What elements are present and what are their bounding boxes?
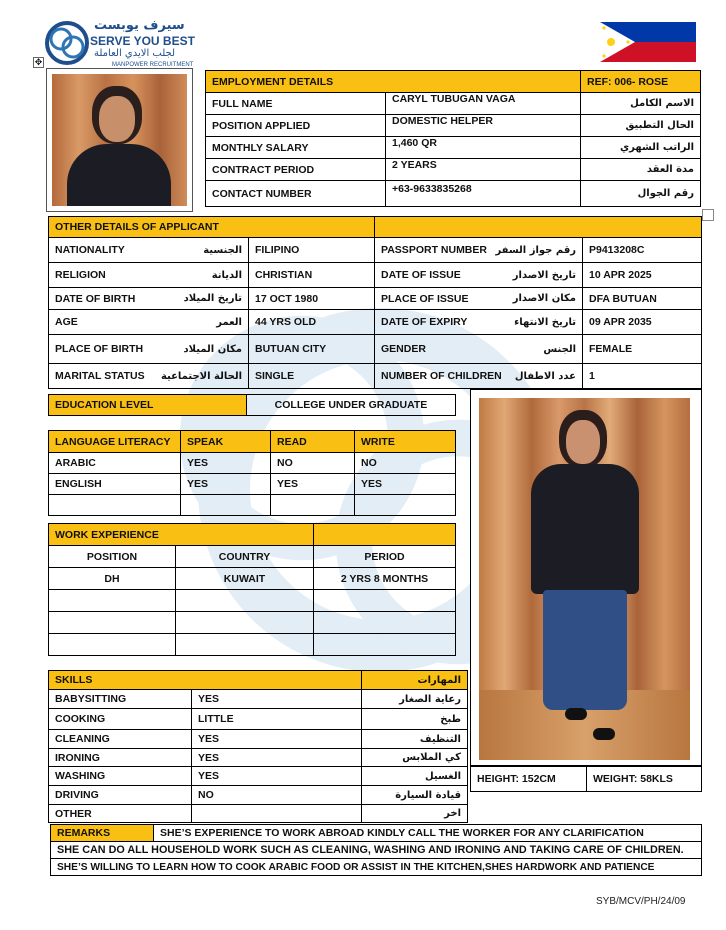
work-experience-title-blank: [314, 524, 456, 546]
table-row: [49, 730, 468, 749]
education-value: COLLEGE UNDER GRADUATE: [247, 395, 456, 416]
work-position: [49, 634, 176, 656]
place-of-issue-arabic: مكان الاصدار: [512, 293, 576, 304]
portrait-photo: [52, 74, 187, 206]
skills-table: [48, 670, 468, 823]
number-of-children-arabic: عدد الاطفال: [514, 370, 576, 382]
company-logo: [40, 18, 200, 70]
date-of-expiry-value: 09 APR 2035: [583, 310, 702, 335]
contact-number-arabic: رقم الجوال: [581, 181, 701, 207]
passport-number-label: PASSPORT NUMBER: [381, 244, 487, 256]
table-row: [49, 805, 468, 823]
work-country: KUWAIT: [176, 568, 314, 590]
read-value: [271, 495, 355, 516]
work-position: [49, 590, 176, 612]
skill-arabic: اخر: [362, 805, 468, 823]
nationality-arabic: الجنسية: [203, 244, 242, 256]
skill-value: [192, 805, 362, 823]
speak-value: YES: [181, 474, 271, 495]
skill-name: CLEANING: [49, 730, 192, 749]
height-value: HEIGHT: 152CM: [471, 767, 587, 792]
date-of-issue-value: 10 APR 2025: [583, 263, 702, 288]
skill-name: COOKING: [49, 709, 192, 730]
work-country: [176, 634, 314, 656]
work-country: [176, 590, 314, 612]
detail-row: [49, 364, 702, 389]
position-applied-value: DOMESTIC HELPER: [386, 115, 581, 137]
nationality-label: NATIONALITY: [55, 244, 125, 256]
age-value: 44 YRS OLD: [249, 310, 375, 335]
read-value: NO: [271, 453, 355, 474]
table-row: [49, 453, 456, 474]
date-of-issue-label: DATE OF ISSUE: [381, 269, 461, 281]
table-row: [49, 767, 468, 786]
skill-arabic: طبخ: [362, 709, 468, 730]
skill-arabic: الغسيل: [362, 767, 468, 786]
full-body-photo: [479, 398, 690, 760]
full-body-photo-frame: [470, 389, 702, 766]
language-table: [48, 430, 456, 516]
weight-value: WEIGHT: 58KLS: [587, 767, 702, 792]
place-of-birth-arabic: مكان الميلاد: [183, 343, 242, 355]
marital-status-arabic: الحالة الاجتماعية: [160, 370, 242, 382]
read-header: READ: [271, 431, 355, 453]
skill-value: YES: [192, 730, 362, 749]
portrait-photo-frame: [46, 68, 193, 212]
remarks-line3: SHE’S WILLING TO LEARN HOW TO COOK ARABIC FOOD OR ASSIST IN THE KITCHEN,SHES HARDWORK AND PATIENCE: [51, 859, 702, 876]
gender-value: FEMALE: [583, 335, 702, 364]
contact-number-value: +63-9633835268: [386, 181, 581, 207]
monthly-salary-arabic: الراتب الشهري: [581, 137, 701, 159]
logo-sub: MANPOWER RECRUITMENT: [112, 62, 194, 68]
table-row: [49, 749, 468, 767]
language-header: LANGUAGE LITERACY: [49, 431, 181, 453]
contract-period-label: CONTRACT PERIOD: [206, 159, 386, 181]
work-experience-table: [48, 523, 456, 656]
remarks-line1: SHE’S EXPERIENCE TO WORK ABROAD KINDLY CALL THE WORKER FOR ANY CLARIFICATION: [154, 825, 702, 842]
skill-name: DRIVING: [49, 786, 192, 805]
detail-row: [49, 263, 702, 288]
remarks-line2: SHE CAN DO ALL HOUSEHOLD WORK SUCH AS CLEANING, WASHING AND IRONING AND TAKING CARE OF CHILDREN.: [51, 842, 702, 859]
logo-arabic-name: سيرف يوبست: [94, 18, 185, 33]
date-of-birth-label: DATE OF BIRTH: [55, 292, 136, 305]
other-details-title-blank: [375, 217, 702, 238]
measurements-table: [470, 766, 702, 792]
work-country: [176, 612, 314, 634]
date-of-issue-arabic: تاريخ الاصدار: [512, 269, 576, 281]
skill-arabic: قيادة السيارة: [362, 786, 468, 805]
other-details-title: OTHER DETAILS OF APPLICANT: [49, 217, 375, 238]
skill-value: YES: [192, 690, 362, 709]
period-header: PERIOD: [314, 546, 456, 568]
philippines-flag-icon: [600, 22, 696, 62]
skill-arabic: رعاية الصغار: [362, 690, 468, 709]
write-value: [355, 495, 456, 516]
read-value: YES: [271, 474, 355, 495]
position-header: POSITION: [49, 546, 176, 568]
table-resize-handle[interactable]: [702, 209, 714, 221]
write-value: NO: [355, 453, 456, 474]
date-of-birth-value: 17 OCT 1980: [249, 288, 375, 310]
gender-label: GENDER: [381, 343, 426, 355]
speak-value: YES: [181, 453, 271, 474]
table-row: [49, 474, 456, 495]
skill-arabic: التنظيف: [362, 730, 468, 749]
work-position: [49, 612, 176, 634]
table-row: [49, 709, 468, 730]
skill-name: BABYSITTING: [49, 690, 192, 709]
document-code: SYB/MCV/PH/24/09: [596, 896, 686, 907]
age-arabic: العمر: [216, 316, 242, 328]
remarks-table: [50, 824, 702, 876]
work-period: [314, 590, 456, 612]
employment-details-table: [205, 70, 701, 207]
work-period: 2 YRS 8 MONTHS: [314, 568, 456, 590]
contract-period-arabic: مدة العقد: [581, 159, 701, 181]
move-handle-icon[interactable]: ✥: [34, 57, 43, 67]
skill-value: YES: [192, 749, 362, 767]
table-row: [49, 786, 468, 805]
monthly-salary-label: MONTHLY SALARY: [206, 137, 386, 159]
date-of-expiry-arabic: تاريخ الانتهاء: [514, 316, 576, 328]
gender-arabic: الجنس: [543, 343, 576, 355]
passport-number-value: P9413208C: [583, 238, 702, 263]
detail-row: [49, 335, 702, 364]
skill-name: OTHER: [49, 805, 192, 823]
work-period: [314, 612, 456, 634]
table-row: [49, 612, 456, 634]
date-of-expiry-label: DATE OF EXPIRY: [381, 316, 468, 328]
language-name: [49, 495, 181, 516]
position-applied-arabic: الحال التطبيق: [581, 115, 701, 137]
detail-row: [49, 288, 702, 310]
full-name-label: FULL NAME: [206, 93, 386, 115]
work-experience-title: WORK EXPERIENCE: [49, 524, 314, 546]
write-value: YES: [355, 474, 456, 495]
logo-arabic-sub: لجلب الايدي العاملة: [94, 48, 176, 59]
place-of-issue-value: DFA BUTUAN: [583, 288, 702, 310]
religion-value: CHRISTIAN: [249, 263, 375, 288]
work-period: [314, 634, 456, 656]
monthly-salary-value: 1,460 QR: [386, 137, 581, 159]
date-of-birth-arabic: تاريخ الميلاد: [183, 293, 242, 304]
skill-name: IRONING: [49, 749, 192, 767]
speak-header: SPEAK: [181, 431, 271, 453]
table-row: [49, 568, 456, 590]
write-header: WRITE: [355, 431, 456, 453]
skill-arabic: كي الملابس: [362, 749, 468, 767]
country-header: COUNTRY: [176, 546, 314, 568]
skills-title-arabic: المهارات: [362, 671, 468, 690]
logo-english-name: SERVE YOU BEST: [90, 34, 195, 48]
age-label: AGE: [55, 316, 78, 328]
skill-value: LITTLE: [192, 709, 362, 730]
nationality-value: FILIPINO: [249, 238, 375, 263]
skill-name: WASHING: [49, 767, 192, 786]
number-of-children-label: NUMBER OF CHILDREN: [381, 370, 502, 382]
reference-number: REF: 006- ROSE: [581, 71, 701, 93]
table-row: [49, 495, 456, 516]
speak-value: [181, 495, 271, 516]
logo-emblem-icon: [44, 20, 90, 66]
education-table: [48, 394, 456, 416]
employment-title: EMPLOYMENT DETAILS: [206, 71, 581, 93]
full-name-arabic: الاسم الكامل: [581, 93, 701, 115]
contact-number-label: CONTACT NUMBER: [206, 181, 386, 207]
marital-status-value: SINGLE: [249, 364, 375, 389]
full-name-value: CARYL TUBUGAN VAGA: [386, 93, 581, 115]
religion-arabic: الديانة: [211, 269, 242, 281]
remarks-label: REMARKS: [51, 825, 154, 842]
detail-row: [49, 310, 702, 335]
language-name: ARABIC: [49, 453, 181, 474]
position-applied-label: POSITION APPLIED: [206, 115, 386, 137]
marital-status-label: MARITAL STATUS: [55, 370, 145, 382]
table-row: [49, 590, 456, 612]
table-row: [49, 690, 468, 709]
number-of-children-value: 1: [583, 364, 702, 389]
contract-period-value: 2 YEARS: [386, 159, 581, 181]
passport-number-arabic: رقم جواز السفر: [495, 244, 576, 256]
place-of-birth-label: PLACE OF BIRTH: [55, 343, 144, 355]
religion-label: RELIGION: [55, 269, 106, 281]
table-row: [49, 634, 456, 656]
skill-value: YES: [192, 767, 362, 786]
language-name: ENGLISH: [49, 474, 181, 495]
skills-title: SKILLS: [49, 671, 362, 690]
detail-row: [49, 238, 702, 263]
place-of-birth-value: BUTUAN CITY: [249, 335, 375, 364]
other-details-table: [48, 216, 702, 389]
work-position: DH: [49, 568, 176, 590]
education-label: EDUCATION LEVEL: [49, 395, 247, 416]
place-of-issue-label: PLACE OF ISSUE: [381, 292, 469, 305]
skill-value: NO: [192, 786, 362, 805]
